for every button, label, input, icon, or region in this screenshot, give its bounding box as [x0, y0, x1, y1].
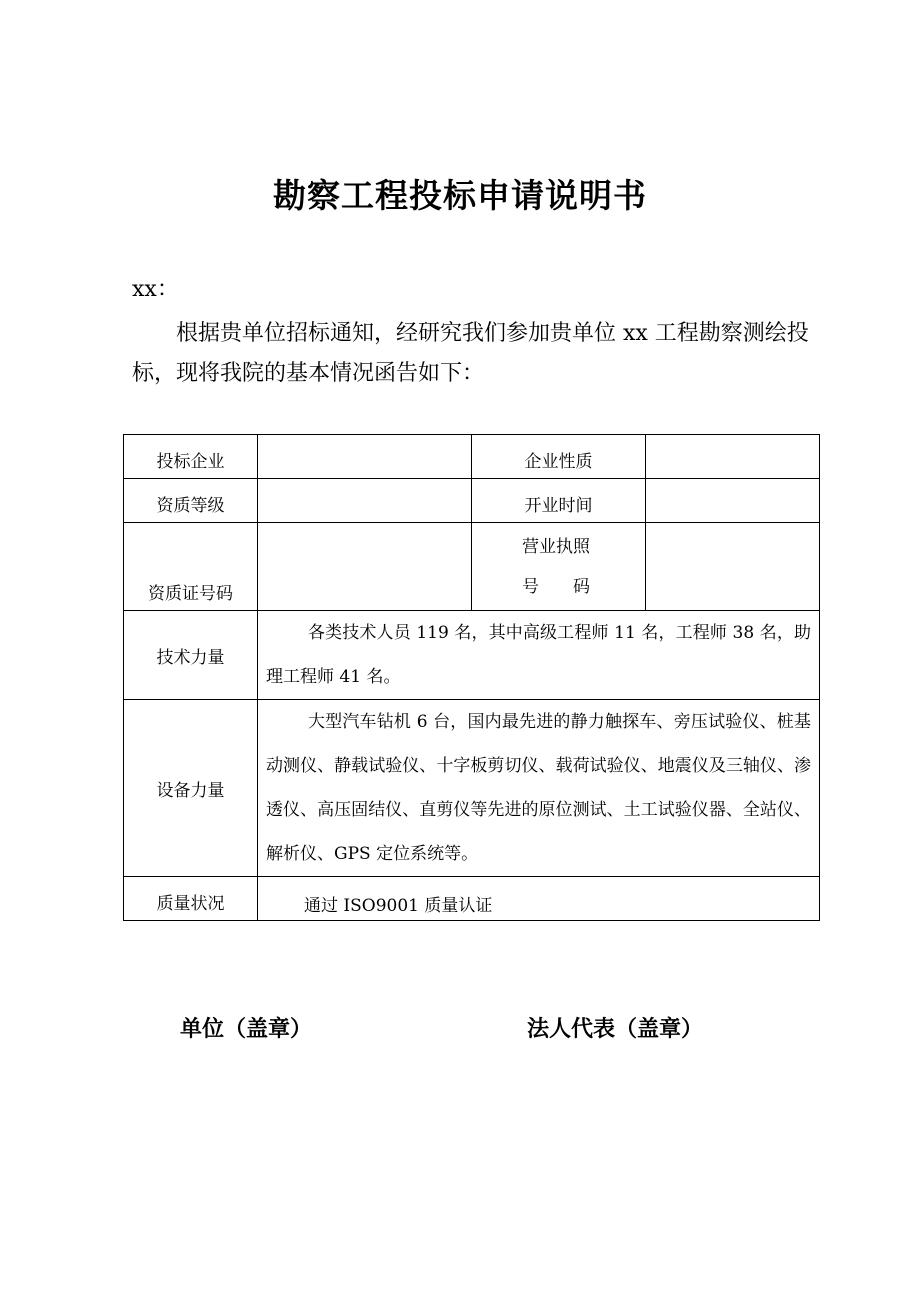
unit-stamp-label: 单位（盖章）: [180, 1017, 313, 1042]
qualification-level-value: [258, 479, 472, 523]
table-row: [124, 700, 820, 877]
technical-label: 技术力量: [124, 611, 258, 700]
intro-paragraph: 根据贵单位招标通知，经研究我们参加贵单位 xx 工程勘察测绘投标，现将我院的基本情况函告如下：: [132, 321, 809, 386]
salutation: xx：: [132, 277, 179, 302]
license-label-line1: 营业执照: [522, 536, 590, 557]
bidder-info-table: [123, 434, 820, 921]
legal-rep-stamp-label: 法人代表（盖章）: [527, 1017, 704, 1042]
bidder-label: 投标企业: [124, 435, 258, 479]
opening-date-value: [646, 479, 820, 523]
table-row: [124, 435, 820, 479]
opening-date-label: 开业时间: [472, 479, 646, 523]
table-row: [124, 479, 820, 523]
table-row: [124, 611, 820, 700]
license-value: [646, 523, 820, 611]
certificate-no-value: [258, 523, 472, 611]
quality-value: 通过 ISO9001 质量认证: [258, 877, 820, 921]
nature-value: [646, 435, 820, 479]
equipment-value: [258, 700, 820, 877]
qualification-level-label: 资质等级: [124, 479, 258, 523]
equipment-text: 大型汽车钻机 6 台，国内最先进的静力触探车、旁压试验仪、桩基动测仪、静载试验仪、十字板剪切仪、载荷试验仪、地震仪及三轴仪、渗透仪、高压固结仪、直剪仪等先进的原位测试、土工试验仪器、全站仪、解析仪、GPS 定位系统等。: [266, 712, 811, 864]
table-row: [124, 523, 820, 611]
bidder-value: [258, 435, 472, 479]
technical-text: 各类技术人员 119 名，其中高级工程师 11 名，工程师 38 名，助理工程师 41 名。: [266, 623, 811, 687]
technical-value: [258, 611, 820, 700]
license-label: [472, 523, 646, 611]
table-row: [124, 877, 820, 921]
nature-label: 企业性质: [472, 435, 646, 479]
document-title: 勘察工程投标申请说明书: [273, 176, 647, 215]
license-label-line2: 号 码: [522, 576, 590, 597]
certificate-no-label: 资质证号码: [124, 523, 258, 611]
equipment-label: 设备力量: [124, 700, 258, 877]
quality-label: 质量状况: [124, 877, 258, 921]
